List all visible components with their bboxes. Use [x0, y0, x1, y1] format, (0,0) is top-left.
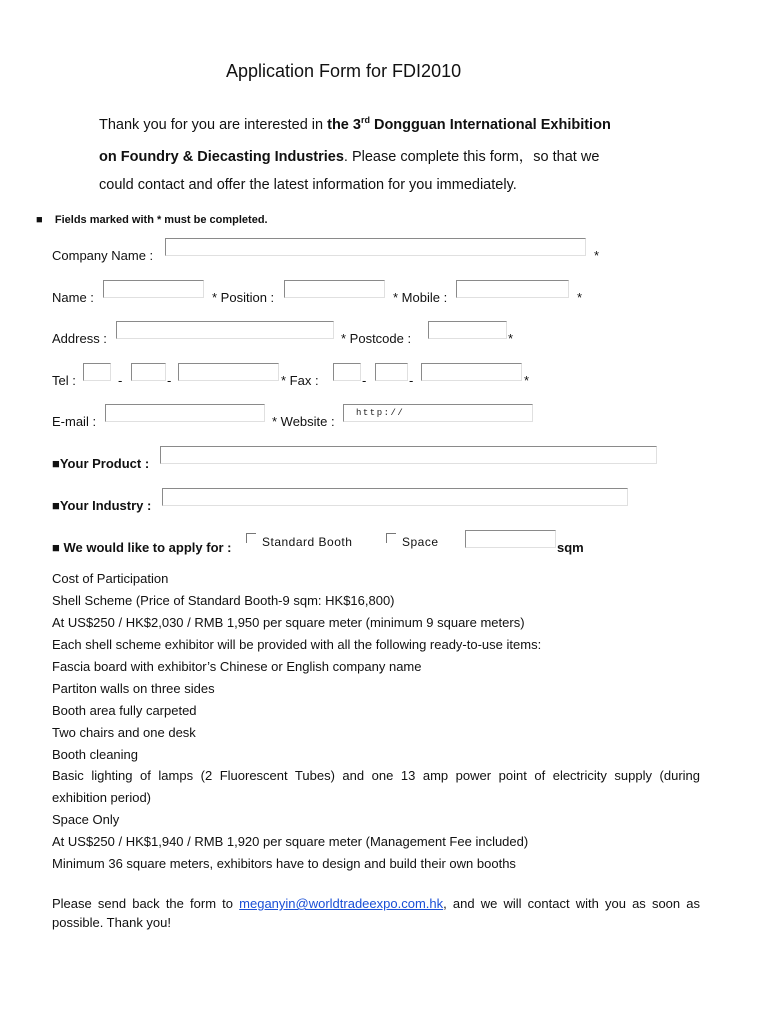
body-line: At US$250 / HK$2,030 / RMB 1,950 per square meter (minimum 9 square meters): [52, 615, 525, 630]
tel-country-code-input[interactable]: [83, 363, 111, 381]
required-note-text: Fields marked with * must be completed.: [54, 214, 268, 226]
intro-text-2: . Please complete this form，so that we: [343, 149, 600, 165]
apply-for-label: ■ We would like to apply for :: [52, 540, 232, 555]
body-line: Booth area fully carpeted: [52, 703, 197, 718]
body-line: Fascia board with exhibitor’s Chinese or English company name: [52, 659, 422, 674]
standard-booth-option-label: Standard Booth: [262, 535, 353, 549]
email-label: E-mail :: [52, 414, 97, 429]
industry-input[interactable]: [162, 488, 628, 506]
space-option-label: Space: [402, 535, 439, 549]
space-checkbox[interactable]: [386, 533, 396, 543]
required-note: [36, 214, 268, 226]
fax-country-code-input[interactable]: [333, 363, 361, 381]
closing-line: [52, 896, 700, 911]
fax-label: * Fax :: [281, 373, 319, 388]
industry-label: ■Your Industry :: [52, 498, 152, 513]
exhibition-name: on Foundry & Diecasting Industries: [99, 149, 344, 165]
name-input[interactable]: [103, 280, 204, 298]
required-asterisk: *: [508, 331, 514, 346]
website-input-value: http://: [356, 408, 405, 418]
product-label: ■Your Product :: [52, 456, 150, 471]
required-asterisk: *: [524, 373, 530, 388]
position-label: * Position :: [212, 290, 275, 305]
mobile-label: * Mobile :: [393, 290, 448, 305]
position-input[interactable]: [284, 280, 385, 298]
intro-bold-2: Dongguan International Exhibition: [369, 116, 611, 133]
closing-line-2: possible. Thank you!: [52, 915, 171, 930]
mobile-input[interactable]: [456, 280, 569, 298]
intro-bold: the 3: [327, 116, 361, 133]
body-line: At US$250 / HK$1,940 / RMB 1,920 per square meter (Management Fee included): [52, 834, 529, 849]
required-asterisk: *: [577, 290, 583, 305]
body-line: Cost of Participation: [52, 571, 169, 586]
fax-area-code-input[interactable]: [375, 363, 408, 381]
body-line: Partiton walls on three sides: [52, 681, 215, 696]
intro-text: Thank you for you are interested in: [99, 116, 328, 133]
intro-line-3: could contact and offer the latest information for you immediately.: [99, 177, 517, 193]
body-line: Booth cleaning: [52, 747, 139, 762]
body-line: Minimum 36 square meters, exhibitors have to design and build their own booths: [52, 856, 516, 871]
fax-number-input[interactable]: [421, 363, 522, 381]
company-name-label: Company Name :: [52, 248, 154, 263]
body-line: Shell Scheme (Price of Standard Booth-9 sqm: HK$16,800): [52, 593, 395, 608]
tel-number-input[interactable]: [178, 363, 279, 381]
address-input[interactable]: [116, 321, 334, 339]
sqm-unit-label: sqm: [557, 540, 584, 555]
tel-label: Tel :: [52, 373, 76, 388]
postcode-label: * Postcode :: [341, 331, 412, 346]
postcode-input[interactable]: [428, 321, 507, 339]
separator-dash: -: [118, 373, 123, 388]
name-label: Name :: [52, 290, 94, 305]
space-only-details: [52, 809, 528, 875]
separator-dash: -: [409, 373, 414, 388]
closing-text: Please send back the form to: [52, 896, 240, 911]
website-input[interactable]: [343, 404, 533, 422]
required-asterisk: *: [594, 248, 600, 263]
website-label: * Website :: [272, 414, 335, 429]
standard-booth-checkbox[interactable]: [246, 533, 256, 543]
lighting-line: Basic lighting of lamps (2 Fluorescent Tubes) and one 13 amp power point of electricity supply (during: [52, 768, 700, 783]
lighting-line-2: exhibition period): [52, 790, 152, 805]
tel-area-code-input[interactable]: [131, 363, 166, 381]
body-line: Each shell scheme exhibitor will be provided with all the following ready-to-use items:: [52, 637, 542, 652]
email-input[interactable]: [105, 404, 265, 422]
page-title: Application Form for FDI2010: [226, 61, 462, 81]
intro-line-1: [99, 115, 611, 133]
address-label: Address :: [52, 331, 107, 346]
company-name-input[interactable]: [165, 238, 586, 256]
separator-dash: -: [362, 373, 367, 388]
intro-superscript: rd: [360, 115, 370, 125]
body-line: Space Only: [52, 812, 120, 827]
bullet-icon: ■: [36, 214, 43, 226]
intro-line-2: [99, 145, 599, 166]
closing-text-2: , and we will contact with you as soon as: [443, 896, 700, 911]
separator-dash: -: [167, 373, 172, 388]
space-sqm-input[interactable]: [465, 530, 556, 548]
contact-email-link[interactable]: meganyin@worldtradeexpo.com.hk: [239, 896, 444, 911]
participation-details: [52, 568, 541, 766]
body-line: Two chairs and one desk: [52, 725, 196, 740]
product-input[interactable]: [160, 446, 657, 464]
